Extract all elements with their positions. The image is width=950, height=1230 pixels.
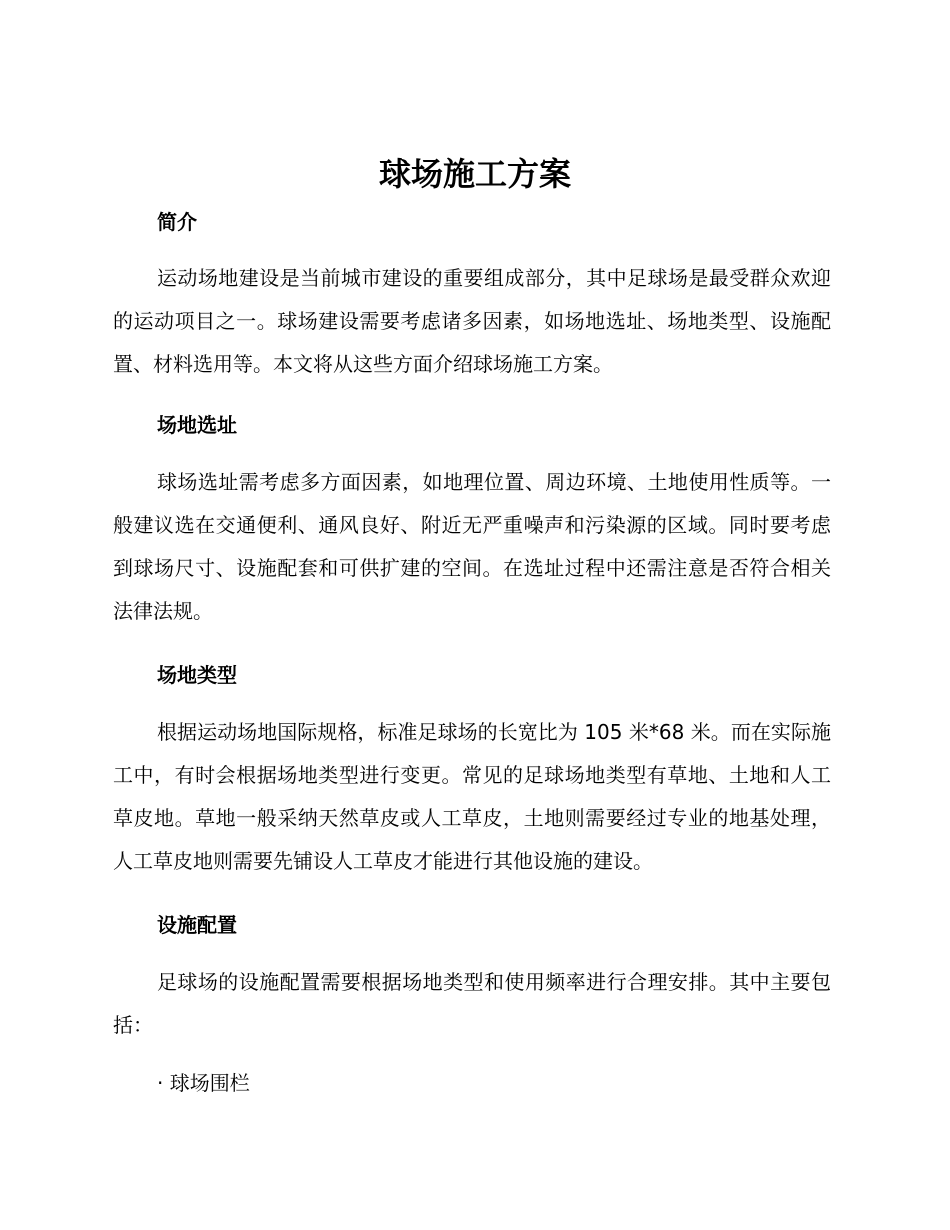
section-heading-site-selection: 场地选址 <box>157 413 237 437</box>
section-heading-intro: 简介 <box>157 210 197 234</box>
section-heading-field-type: 场地类型 <box>157 663 237 687</box>
list-item: · 球场围栏 <box>157 1071 250 1095</box>
section-paragraph-facilities: 足球场的设施配置需要根据场地类型和使用频率进行合理安排。其中主要包括： <box>113 970 831 1037</box>
document-title: 球场施工方案 <box>378 155 571 193</box>
section-paragraph-field-type: 根据运动场地国际规格，标准足球场的长宽比为 105 米*68 米。而在实际施工中，有时会根据场地类型进行变更。常见的足球场地类型有草地、土地和人工草皮地。草地一般采纳天然草皮或人工草皮，土地则需要经过专业的地基处理，人工草皮地则需要先铺设人工草皮才能进行其他设施的建设。 <box>113 720 831 873</box>
section-paragraph-site-selection: 球场选址需考虑多方面因素，如地理位置、周边环境、土地使用性质等。一般建议选在交通便利、通风良好、附近无严重噪声和污染源的区域。同时要考虑到球场尺寸、设施配套和可供扩建的空间。在选址过程中还需注意是否符合相关法律法规。 <box>113 470 831 623</box>
section-heading-facilities: 设施配置 <box>157 913 237 937</box>
section-paragraph-intro: 运动场地建设是当前城市建设的重要组成部分，其中足球场是最受群众欢迎的运动项目之一。球场建设需要考虑诸多因素，如场地选址、场地类型、设施配置、材料选用等。本文将从这些方面介绍球场施工方案。 <box>113 266 831 376</box>
